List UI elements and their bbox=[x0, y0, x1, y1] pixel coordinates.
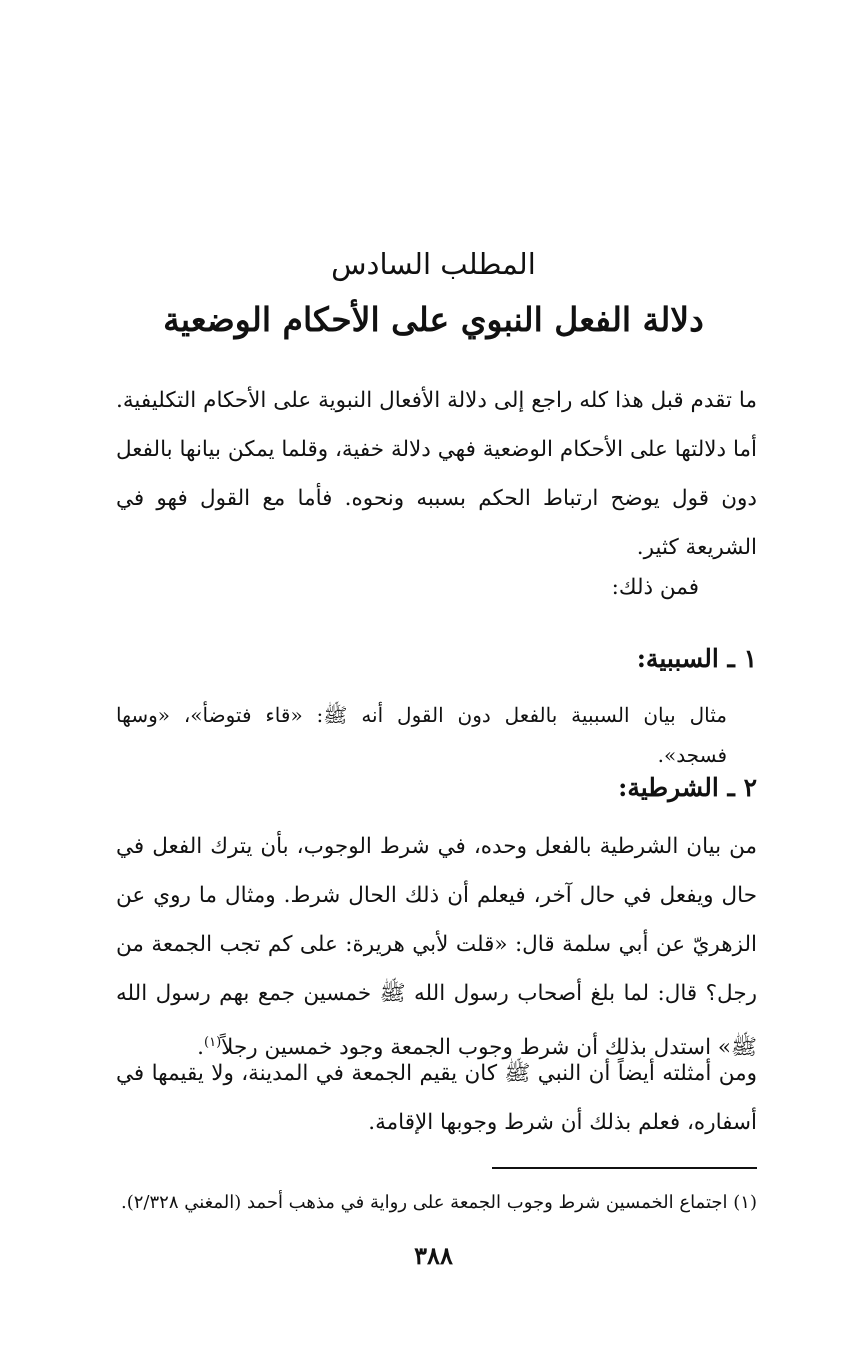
item2-paragraph bbox=[116, 822, 757, 1072]
intro-paragraph: ما تقدم قبل هذا كله راجع إلى دلالة الأفعال النبوية على الأحكام التكليفية. أما دلالتها على الأحكام الوضعية فهي دلالة خفية، وقلما يمكن بيانها بالفعل دون قول يوضح ارتباط الحكم بسببه ونحوه. فأما مع القول فهو في الشريعة كثير. bbox=[116, 388, 757, 560]
section-title: دلالة الفعل النبوي على الأحكام الوضعية bbox=[163, 300, 704, 339]
footnote-number: (١) bbox=[733, 1192, 757, 1213]
footnote-divider bbox=[492, 1167, 757, 1169]
item1-example: مثال بيان السببية بالفعل دون القول أنه ﷺ: «قاء فتوضأ»، «وسها فسجد». bbox=[116, 703, 727, 767]
item1-heading: ١ ـ السببية: bbox=[636, 644, 757, 673]
footnote bbox=[116, 1188, 757, 1218]
item2-heading: ٢ ـ الشرطية: bbox=[618, 773, 757, 802]
sub-intro: فمن ذلك: bbox=[611, 575, 699, 600]
section-label: المطلب السادس bbox=[331, 247, 536, 281]
item2-text: من بيان الشرطية بالفعل وحده، في شرط الوجوب، بأن يترك الفعل في حال ويفعل في حال آخر، فيعلم أن ذلك الحال شرط. ومثال ما روي عن الزهريّ عن أبي سلمة قال: «قلت لأبي هريرة: على كم تجب الجمعة من رجل؟ قال: لما بلغ أصحاب رسول الله ﷺ خمسين جمع بهم رسول الله ﷺ» استدل بذلك أن شرط وجوب الجمعة وجود خمسين رجلاً bbox=[116, 834, 757, 1061]
item2-example: ومن أمثلته أيضاً أن النبي ﷺ كان يقيم الجمعة في المدينة، ولا يقيمها في أسفاره، فعلم بذلك أن شرط وجوبها الإقامة. bbox=[116, 1061, 757, 1135]
page-number: ٣٨٨ bbox=[414, 1241, 453, 1270]
item2-end: . bbox=[197, 1035, 205, 1061]
footnote-ref[interactable]: (١) bbox=[204, 1035, 222, 1050]
footnote-text: اجتماع الخمسين شرط وجوب الجمعة على رواية في مذهب أحمد (المغني ٢/٣٢٨). bbox=[121, 1192, 728, 1213]
